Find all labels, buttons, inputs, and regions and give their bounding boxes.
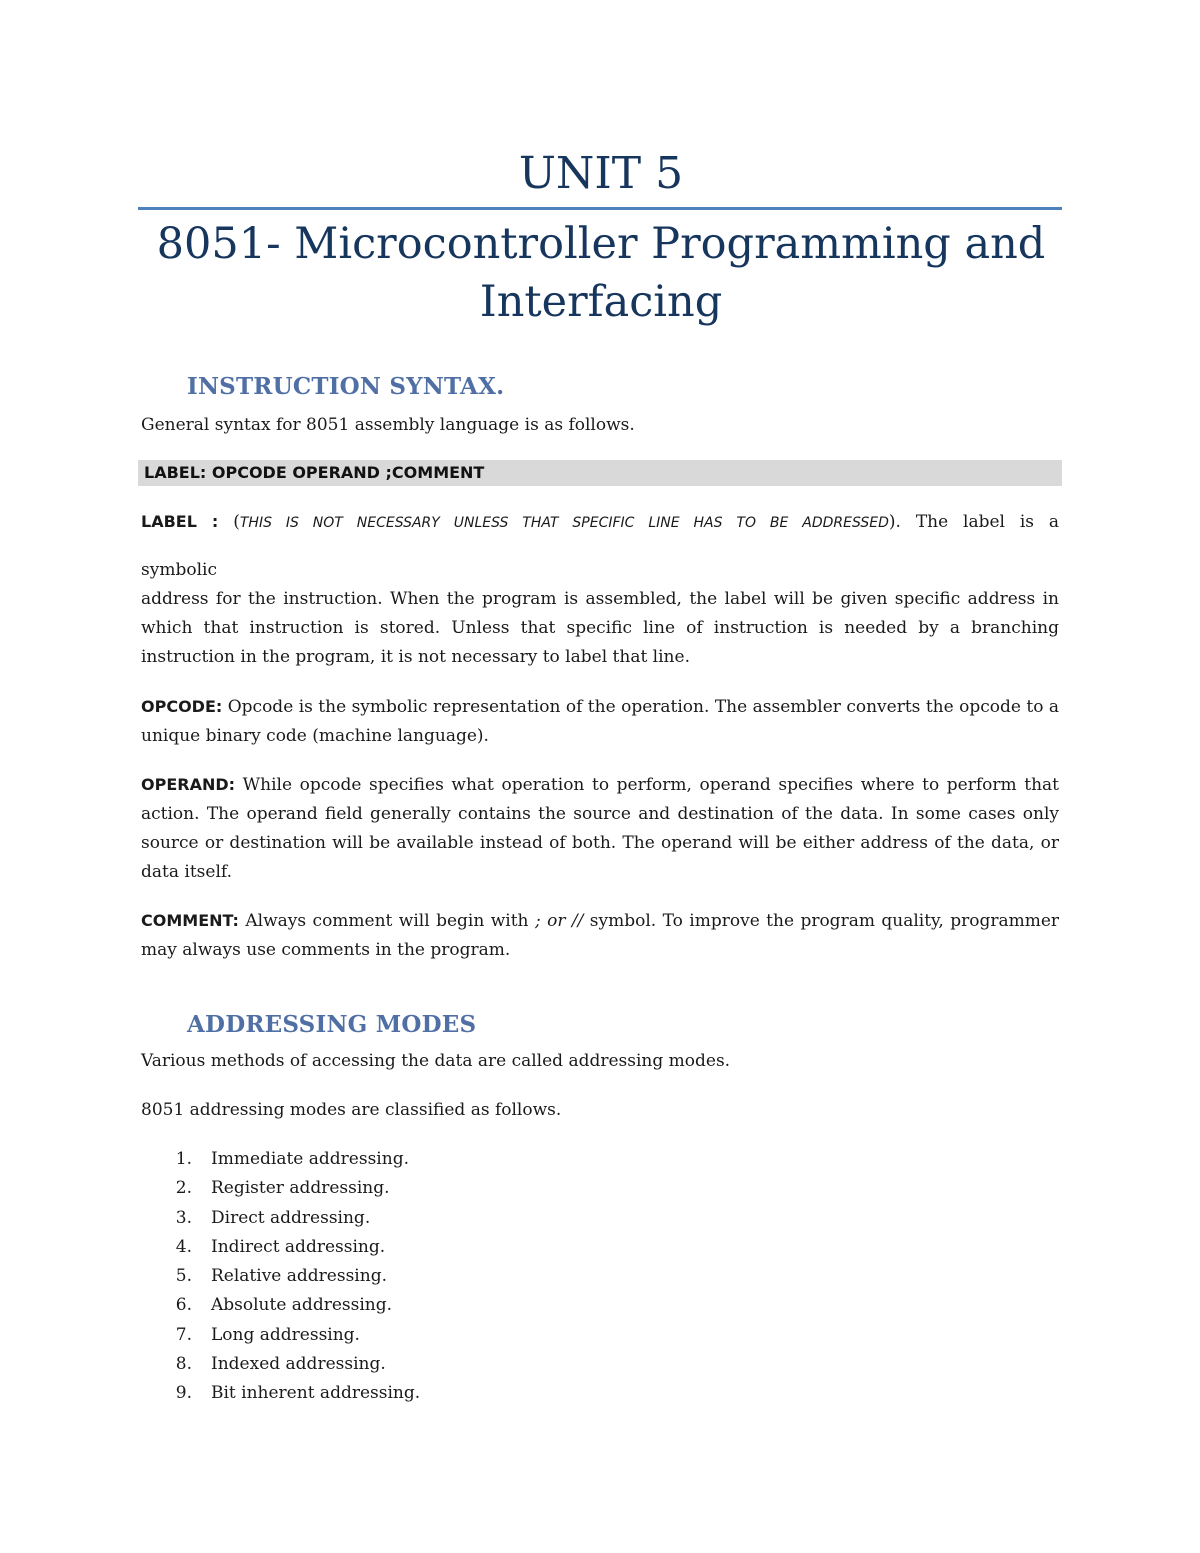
unit-title: UNIT 5 (518, 148, 684, 199)
list-item-number: 2. (175, 1178, 192, 1199)
list-item-text: Indirect addressing. (211, 1236, 386, 1257)
list-item-text: Direct addressing. (211, 1207, 371, 1228)
comment-text-before: Always comment will begin with (245, 911, 529, 931)
comment-term: COMMENT: (141, 911, 239, 930)
label-description: address for the instruction. When the program is assembled, the label will be given specific address in which that instruction is stored. Unless that specific line of instruction is needed by a branching instruction in the program, it is not necessary to label that line. (141, 589, 1059, 667)
list-item-number: 7. (175, 1324, 192, 1345)
label-definition-line (141, 507, 1059, 538)
list-item-text: Register addressing. (211, 1178, 390, 1199)
heading-instruction-syntax: INSTRUCTION SYNTAX. (187, 373, 505, 400)
comment-symbols: ; or // (534, 911, 584, 931)
operand-definition (141, 770, 1059, 887)
comment-definition (141, 906, 1059, 965)
list-item-number: 3. (175, 1207, 192, 1228)
list-item-number: 5. (175, 1266, 192, 1287)
label-term: LABEL : (141, 512, 219, 531)
opcode-definition (141, 692, 1059, 751)
list-item-text: Long addressing. (211, 1324, 360, 1345)
list-item-number: 1. (175, 1149, 192, 1169)
document-title: 8051- Microcontroller Programming and Interfacing (156, 219, 1046, 327)
opcode-term: OPCODE: (141, 697, 223, 716)
list-item-number: 4. (175, 1236, 192, 1257)
label-paren-close: ). (888, 512, 901, 532)
heading-addressing-modes: ADDRESSING MODES (187, 1011, 477, 1038)
syntax-intro: General syntax for 8051 assembly language is as follows. (141, 415, 635, 435)
label-wrap-word: symbolic (141, 560, 217, 580)
list-item-text: Relative addressing. (211, 1266, 387, 1287)
list-item-text: Indexed addressing. (211, 1354, 386, 1375)
addressing-classified: 8051 addressing modes are classified as follows. (141, 1100, 562, 1120)
addressing-intro: Various methods of accessing the data are called addressing modes. (141, 1051, 731, 1071)
list-item-number: 6. (175, 1295, 192, 1316)
list-item-number: 9. (175, 1383, 192, 1404)
list-item-text: Bit inherent addressing. (211, 1383, 421, 1404)
operand-text: While opcode specifies what operation to perform, operand specifies where to perform that action. The operand field generally contains the source and destination of the data. In some cases only source or destination will be available instead of both. The operand will be either address of the data, or data itself. (141, 775, 1059, 882)
label-note: THIS IS NOT NECESSARY UNLESS THAT SPECIFIC LINE HAS TO BE ADDRESSED (239, 515, 889, 531)
comment-text-after: symbol. To improve the program quality, programmer may always use comments in the program. (141, 911, 1060, 960)
syntax-line: LABEL: OPCODE OPERAND ;COMMENT (144, 463, 485, 482)
title-divider (138, 207, 1062, 210)
operand-term: OPERAND: (141, 775, 236, 794)
label-tail: The label is a (915, 512, 1060, 532)
list-item-number: 8. (175, 1354, 192, 1375)
list-item-text: Absolute addressing. (211, 1295, 393, 1316)
opcode-text: Opcode is the symbolic representation of the operation. The assembler converts the opcode to a unique binary code (machine language). (141, 697, 1060, 746)
list-item-text: Immediate addressing. (211, 1149, 409, 1169)
label-paren-open: ( (233, 512, 240, 532)
